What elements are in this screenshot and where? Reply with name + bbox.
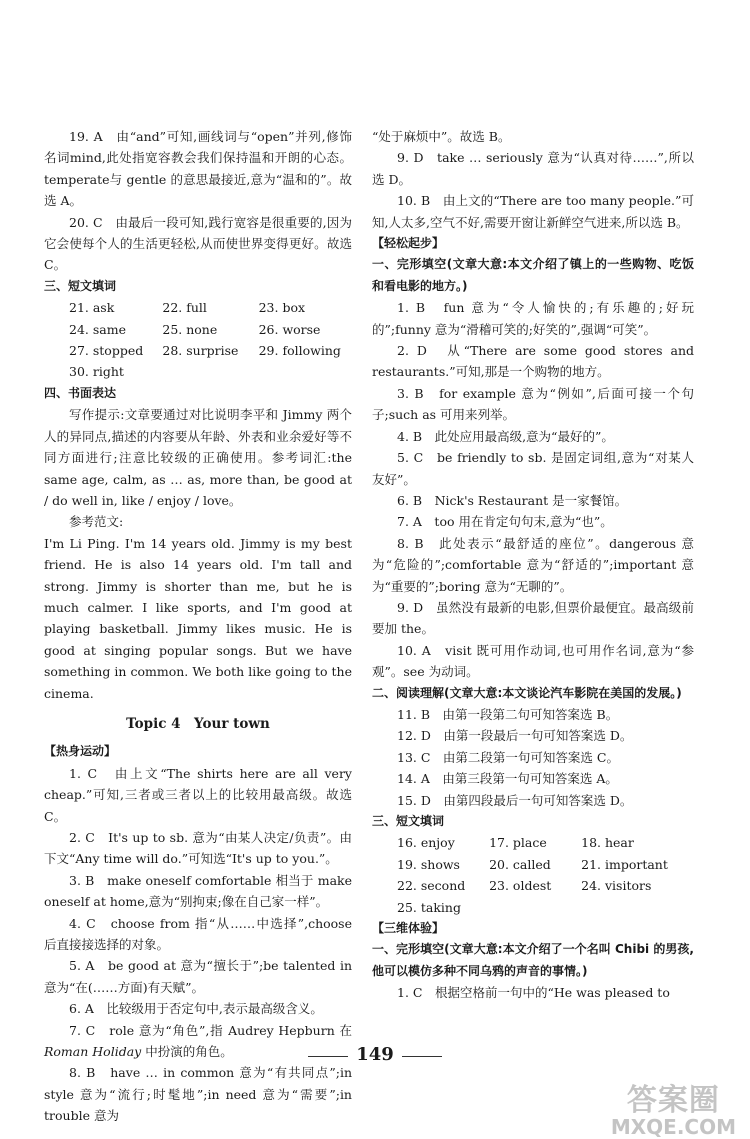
fill-word: 30. right [69, 364, 124, 380]
warm-answer-8: 8. B have … in common 意为“有共同点”;in style 意为“流行;时髦地”;in need 意为“需要”;in trouble 意为 [44, 1065, 352, 1124]
fill-words-grid-right [372, 832, 694, 918]
easy-answer-1: 1. B fun 意为“令人愉快的;有乐趣的;好玩的”;funny 意为“滑稽可笑的;好笑的”,强调“可笑”。 [372, 300, 694, 337]
footer-dash-left [308, 1056, 348, 1057]
easy-answer-3: 3. B for example 意为“例如”,后面可接一个句子;such as 可用来列举。 [372, 385, 694, 423]
reading-answer-14: 14. A 由第三段第一句可知答案选 A。 [397, 771, 618, 787]
warm-answer-5: 5. A be good at 意为“擅长于”;be talented in 意为“在(……方面)有天赋”。 [44, 958, 352, 995]
page-number: 149 [356, 1044, 394, 1065]
warm-answer-7-text-b: 中扮演的角色。 [141, 1044, 233, 1060]
page-footer [0, 1044, 750, 1065]
answer-10: 10. B 由上文的“There are too many people.”可知,人太多,空气不好,需要开窗让新鲜空气进来,所以选 B。 [372, 193, 694, 230]
fill-word: 22. full [162, 300, 207, 316]
watermark-site: MXQE.COM [610, 1115, 736, 1139]
fill-word: 20. called [489, 856, 551, 872]
easy-answer-6: 6. B Nick's Restaurant 是一家餐馆。 [397, 492, 628, 508]
easy-answer-4: 4. B 此处应用最高级,意为“最好的”。 [397, 428, 614, 444]
footer-dash-right [402, 1056, 442, 1057]
easy-answer-10: 10. A visit 既可用作动词,也可用作名词,意为“参观”。see 为动词。 [372, 642, 694, 680]
three-dim-title: 【三维体验】 [372, 921, 445, 936]
fill-word: 23. oldest [489, 878, 552, 894]
answer-8-continued: “处于麻烦中”。故选 B。 [372, 129, 511, 144]
reading-section-title: 二、阅读理解(文章大意:本文谈论汽车影院在美国的发展。) [372, 685, 682, 700]
warm-answer-4: 4. C choose from 指“从……中选择”,choose 后直接接选择的对象。 [44, 915, 352, 953]
fill-words-grid [44, 297, 352, 383]
answer-19: 19. A 由“and”可知,画线词与“open”并列,修饰名词mind,此处指宽容教会我们保持温和开朗的心态。temperate与 gentle 的意思最接近,意为“温和的”。故选 A。 [44, 129, 352, 209]
fill-word: 24. same [69, 321, 126, 337]
fill-word: 25. taking [397, 899, 461, 915]
fill-word: 28. surprise [162, 343, 239, 359]
writing-hint: 写作提示:文章要通过对比说明李平和 Jimmy 两个人的异同点,描述的内容要从年龄、外表和业余爱好等不同方面进行;注意比较级的正确使用。参考词汇:the same age, calm, as … as, more than, be good at / do well in, like / enjoy / love。 [44, 407, 352, 508]
fill-word: 21. ask [69, 300, 115, 316]
right-column [372, 126, 694, 1004]
warm-up-title: 【热身运动】 [44, 744, 117, 759]
sample-label: 参考范文: [69, 514, 124, 530]
easy-answer-5: 5. C be friendly to sb. 是固定词组,意为“对某人友好”。 [372, 450, 694, 487]
warm-answer-1: 1. C 由上文“The shirts here are all very cheap.”可知,三者或三者以上的比较用最高级。故选 C。 [44, 765, 352, 824]
fill-word: 19. shows [397, 856, 460, 872]
fill-word: 24. visitors [581, 878, 652, 894]
fill-word: 22. second [397, 878, 466, 894]
easy-answer-7: 7. A too 用在肯定句句末,意为“也”。 [397, 514, 613, 530]
fill-word: 29. following [258, 343, 341, 359]
movie-title: Roman Holiday [44, 1044, 142, 1060]
warm-answer-3: 3. B make oneself comfortable 相当于 make oneself at home,意为“别拘束;像在自己家一样”。 [44, 872, 352, 910]
fill-section-title: 三、短文填词 [372, 814, 445, 828]
easy-answer-9: 9. D 虽然没有最新的电影,但票价最便宜。最高级前要加 the。 [372, 599, 694, 637]
answer-9: 9. D take … seriously 意为“认真对待……”,所以选 D。 [372, 150, 694, 187]
reading-answer-12: 12. D 由第一段最后一句可知答案选 D。 [397, 728, 633, 744]
three-answer-1: 1. C 根据空格前一句中的“He was pleased to [397, 985, 670, 1001]
fill-word: 17. place [489, 835, 547, 851]
warm-answer-6: 6. A 比较级用于否定句中,表示最高级含义。 [69, 1001, 323, 1017]
topic-heading: Topic 4 Your town [126, 715, 270, 732]
sample-essay: I'm Li Ping. I'm 14 years old. Jimmy is my best friend. He is also 14 years old. I'm tall and strong. Jimmy is shorter than me, but he is much calmer. I like sports, and I'm good at playing basketball. Jimmy likes music. He is good at singing popular songs. But we have something in common. We both like going to the cinema. [44, 535, 352, 701]
answer-20: 20. C 由最后一段可知,践行宽容是很重要的,因为它会使每个人的生活更轻松,从而使世界变得更好。故选 C。 [44, 214, 352, 273]
fill-word: 16. enjoy [397, 835, 455, 851]
fill-word: 18. hear [581, 835, 634, 851]
reading-answer-11: 11. B 由第一段第二句可知答案选 B。 [397, 706, 619, 722]
easy-answer-2: 2. D 从“There are some good stores and restaurants.”可知,那是一个购物的地方。 [372, 343, 694, 380]
fill-word: 21. important [581, 856, 668, 872]
watermark-logo: 答案圈 [626, 1083, 720, 1118]
fill-word: 25. none [162, 321, 218, 337]
warm-answer-7-text-a: 7. C role 意为“角色”,指 Audrey Hepburn 在 [69, 1022, 352, 1038]
fill-word: 26. worse [258, 321, 321, 337]
cloze-section-title: 一、完形填空(文章大意:本文介绍了镇上的一些购物、吃饭和看电影的地方。) [372, 257, 694, 293]
fill-word: 27. stopped [69, 343, 144, 359]
left-column [44, 126, 352, 1127]
warm-answer-2: 2. C It's up to sb. 意为“由某人决定/负责”。由下文“Any time will do.”可知选“It's up to you.”。 [44, 830, 352, 867]
reading-answer-15: 15. D 由第四段最后一句可知答案选 D。 [397, 792, 633, 808]
fill-word: 23. box [258, 300, 306, 316]
section-fill-words-title: 三、短文填词 [44, 278, 117, 293]
easy-start-title: 【轻松起步】 [372, 236, 445, 251]
watermark [611, 1075, 736, 1139]
easy-answer-8: 8. B 此处表示“最舒适的座位”。dangerous 意为“危险的”;comfortable 意为“舒适的”;important 意为“重要的”;boring 意为“无聊的”。 [372, 535, 694, 594]
section-writing-title: 四、书面表达 [44, 385, 117, 400]
cloze2-section-title: 一、完形填空(文章大意:本文介绍了一个名叫 Chibi 的男孩,他可以模仿多种不同乌鸦的声音的事情。) [372, 942, 694, 978]
reading-answer-13: 13. C 由第二段第一句可知答案选 C。 [397, 749, 619, 765]
